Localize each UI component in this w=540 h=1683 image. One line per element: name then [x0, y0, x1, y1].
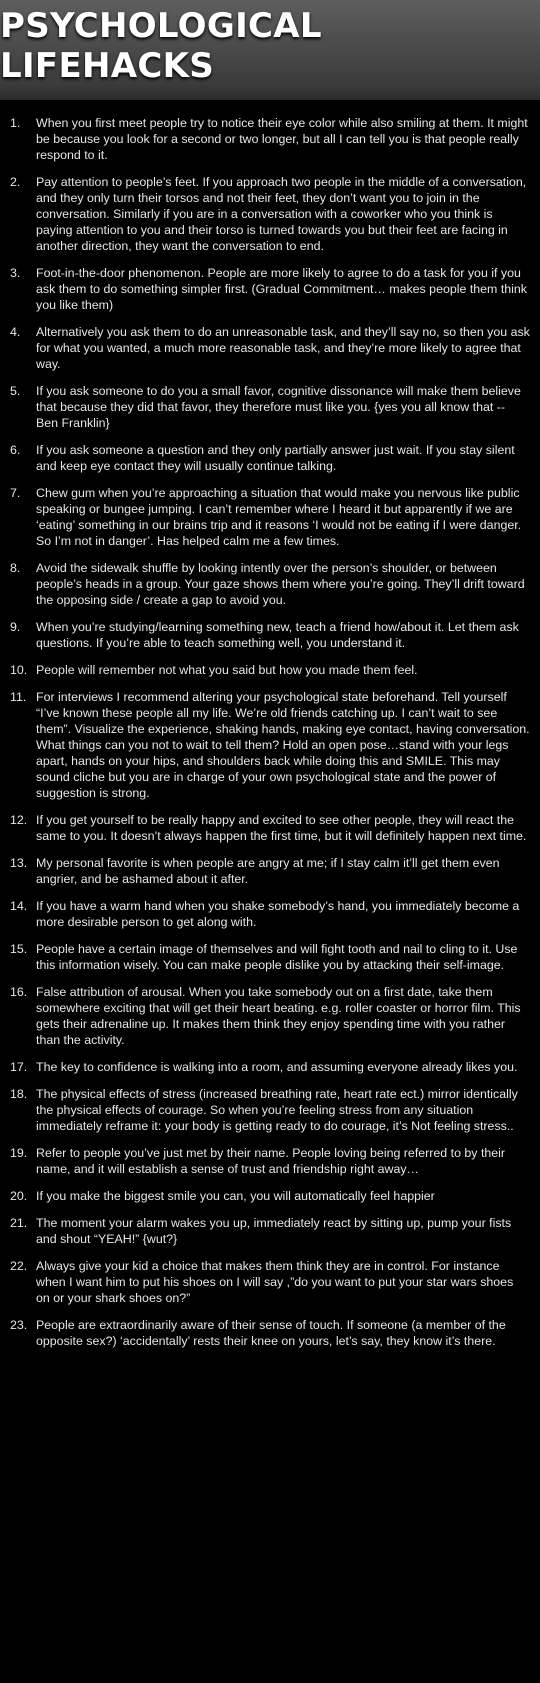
- list-item: [10, 265, 530, 313]
- item-text: People will remember not what you said but how you made them feel.: [36, 663, 418, 677]
- list-item: [10, 1145, 530, 1177]
- item-text: When you’re studying/learning something new, teach a friend how/about it. Let them ask questions. If you’re able to teach something well, you understand it.: [36, 620, 519, 650]
- item-text: Alternatively you ask them to do an unreasonable task, and they’ll say no, so then you ask for what you wanted, a much more reasonable task, and they’re more likely to agree that way.: [36, 325, 530, 371]
- item-number: 9.: [10, 620, 21, 634]
- item-text: The key to confidence is walking into a room, and assuming everyone already likes you.: [36, 1060, 518, 1074]
- item-text: If you have a warm hand when you shake somebody’s hand, you immediately become a more desirable person to get along with.: [36, 899, 520, 929]
- list-item: [10, 1059, 530, 1075]
- lifehacks-list: [0, 100, 540, 1349]
- header-banner: [0, 0, 540, 100]
- list-item: [10, 383, 530, 431]
- list-item: [10, 662, 530, 678]
- item-text: Pay attention to people’s feet. If you approach two people in the middle of a conversation, and they only turn their torsos and not their feet, they don’t want you to join in the conversation. Similarly if you are in a conversation with a coworker who you think is paying attention to you and their torso is turned towards you but their feet are facing in another direction, they want the conversation to end.: [36, 175, 527, 253]
- item-text: False attribution of arousal. When you take somebody out on a first date, take them somewhere exciting that will get their heart beating. e.g. roller coaster or horror film. This gets their adrenaline up. It makes them think they enjoy spending time with you rather than the activity.: [36, 985, 521, 1047]
- list-item: [10, 442, 530, 474]
- item-number: 6.: [10, 443, 21, 457]
- list-item: [10, 1258, 530, 1306]
- item-number: 10.: [10, 663, 28, 677]
- item-number: 12.: [10, 813, 28, 827]
- item-number: 21.: [10, 1216, 28, 1230]
- item-text: People have a certain image of themselves and will fight tooth and nail to cling to it. Use this information wisely. You can make people dislike you by attacking their self-image.: [36, 942, 518, 972]
- item-text: If you ask someone a question and they only partially answer just wait. If you stay silent and keep eye contact they will usually continue talking.: [36, 443, 515, 473]
- list-item: [10, 485, 530, 549]
- list-item: [10, 1317, 530, 1349]
- list-item: [10, 1215, 530, 1247]
- item-number: 22.: [10, 1259, 28, 1273]
- item-number: 11.: [10, 690, 27, 704]
- item-text: Always give your kid a choice that makes them think they are in control. For instance when I want him to put his shoes on I will say ,”do you want to put your star wars shoes on or your shark shoes on?”: [36, 1259, 514, 1305]
- item-text: If you make the biggest smile you can, you will automatically feel happier: [36, 1189, 435, 1203]
- item-number: 7.: [10, 486, 21, 500]
- item-number: 1.: [10, 116, 21, 130]
- item-number: 17.: [10, 1060, 28, 1074]
- item-text: If you get yourself to be really happy and excited to see other people, they will react the same to you. It doesn’t always happen the first time, but it will definitely happen next time.: [36, 813, 527, 843]
- list-item: [10, 984, 530, 1048]
- item-number: 16.: [10, 985, 28, 999]
- page-title: PSYCHOLOGICAL LIFEHACKS: [0, 6, 322, 86]
- item-text: If you ask someone to do you a small favor, cognitive dissonance will make them believe that because they did that favor, they therefore must like you. {yes you all know that -- Ben Franklin}: [36, 384, 521, 430]
- item-text: My personal favorite is when people are angry at me; if I stay calm it’ll get them even angrier, and be ashamed about it after.: [36, 856, 500, 886]
- item-number: 23.: [10, 1318, 28, 1332]
- list-item: [10, 115, 530, 163]
- item-number: 5.: [10, 384, 21, 398]
- list-item: [10, 174, 530, 254]
- list-item: [10, 619, 530, 651]
- item-text: Avoid the sidewalk shuffle by looking intently over the person’s shoulder, or between people’s heads in a group. Your gaze shows them where you’re going. They’ll drift toward the opposing side / create a gap to avoid you.: [36, 561, 525, 607]
- item-text: Chew gum when you’re approaching a situation that would make you nervous like public speaking or bungee jumping. I can’t remember where I heard it but apparently if we are ‘eating’ something in our brains trip and it reasons ‘I would not be eating if I were danger. So I’m not in danger’. Has helped calm me a few times.: [36, 486, 522, 548]
- item-text: People are extraordinarily aware of their sense of touch. If someone (a member of the opposite sex?) ‘accidentally’ rests their knee on yours, let’s say, they know it’s there.: [36, 1318, 506, 1348]
- item-text: Foot-in-the-door phenomenon. People are more likely to agree to do a task for you if you ask them to do something simpler first. (Gradual Commitment… makes people them think you like them): [36, 266, 527, 312]
- item-text: When you first meet people try to notice their eye color while also smiling at them. It might be because you look for a second or two longer, but all I can tell you is that people really respond to it.: [36, 116, 528, 162]
- item-number: 19.: [10, 1146, 28, 1160]
- item-number: 8.: [10, 561, 21, 575]
- list-item: [10, 1188, 530, 1204]
- item-number: 14.: [10, 899, 28, 913]
- list-item: [10, 812, 530, 844]
- item-number: 20.: [10, 1189, 28, 1203]
- list-item: [10, 898, 530, 930]
- list-item: [10, 689, 530, 801]
- item-number: 15.: [10, 942, 28, 956]
- list-item: [10, 1086, 530, 1134]
- item-number: 2.: [10, 175, 21, 189]
- item-text: For interviews I recommend altering your psychological state beforehand. Tell yourself “I’ve known these people all my life. We’re old friends catching up. I can’t wait to see them”. Visualize the experience, shaking hands, making eye contact, having conversation. What things can you not to wait to tell them? Hold an open pose…stand with your legs apart, hands on your hips, and shoulders back while doing this and SMILE. This may sound cliche but you are in charge of your own psychological state and the power of suggestion is strong.: [36, 690, 530, 800]
- item-text: The physical effects of stress (increased breathing rate, heart rate ect.) mirror identically the physical effects of courage. So when you’re feeling stress from any situation immediately reframe it: your body is getting ready to do courage, it’s Not feeling stress..: [36, 1087, 518, 1133]
- list-item: [10, 855, 530, 887]
- item-number: 4.: [10, 325, 21, 339]
- item-text: The moment your alarm wakes you up, immediately react by sitting up, pump your fists and shout “YEAH!” {wut?}: [36, 1216, 512, 1246]
- item-text: Refer to people you’ve just met by their name. People loving being referred to by their name, and it will establish a sense of trust and friendship right away…: [36, 1146, 506, 1176]
- item-number: 13.: [10, 856, 28, 870]
- list-item: [10, 324, 530, 372]
- list-item: [10, 560, 530, 608]
- list-item: [10, 941, 530, 973]
- item-number: 18.: [10, 1087, 28, 1101]
- item-number: 3.: [10, 266, 21, 280]
